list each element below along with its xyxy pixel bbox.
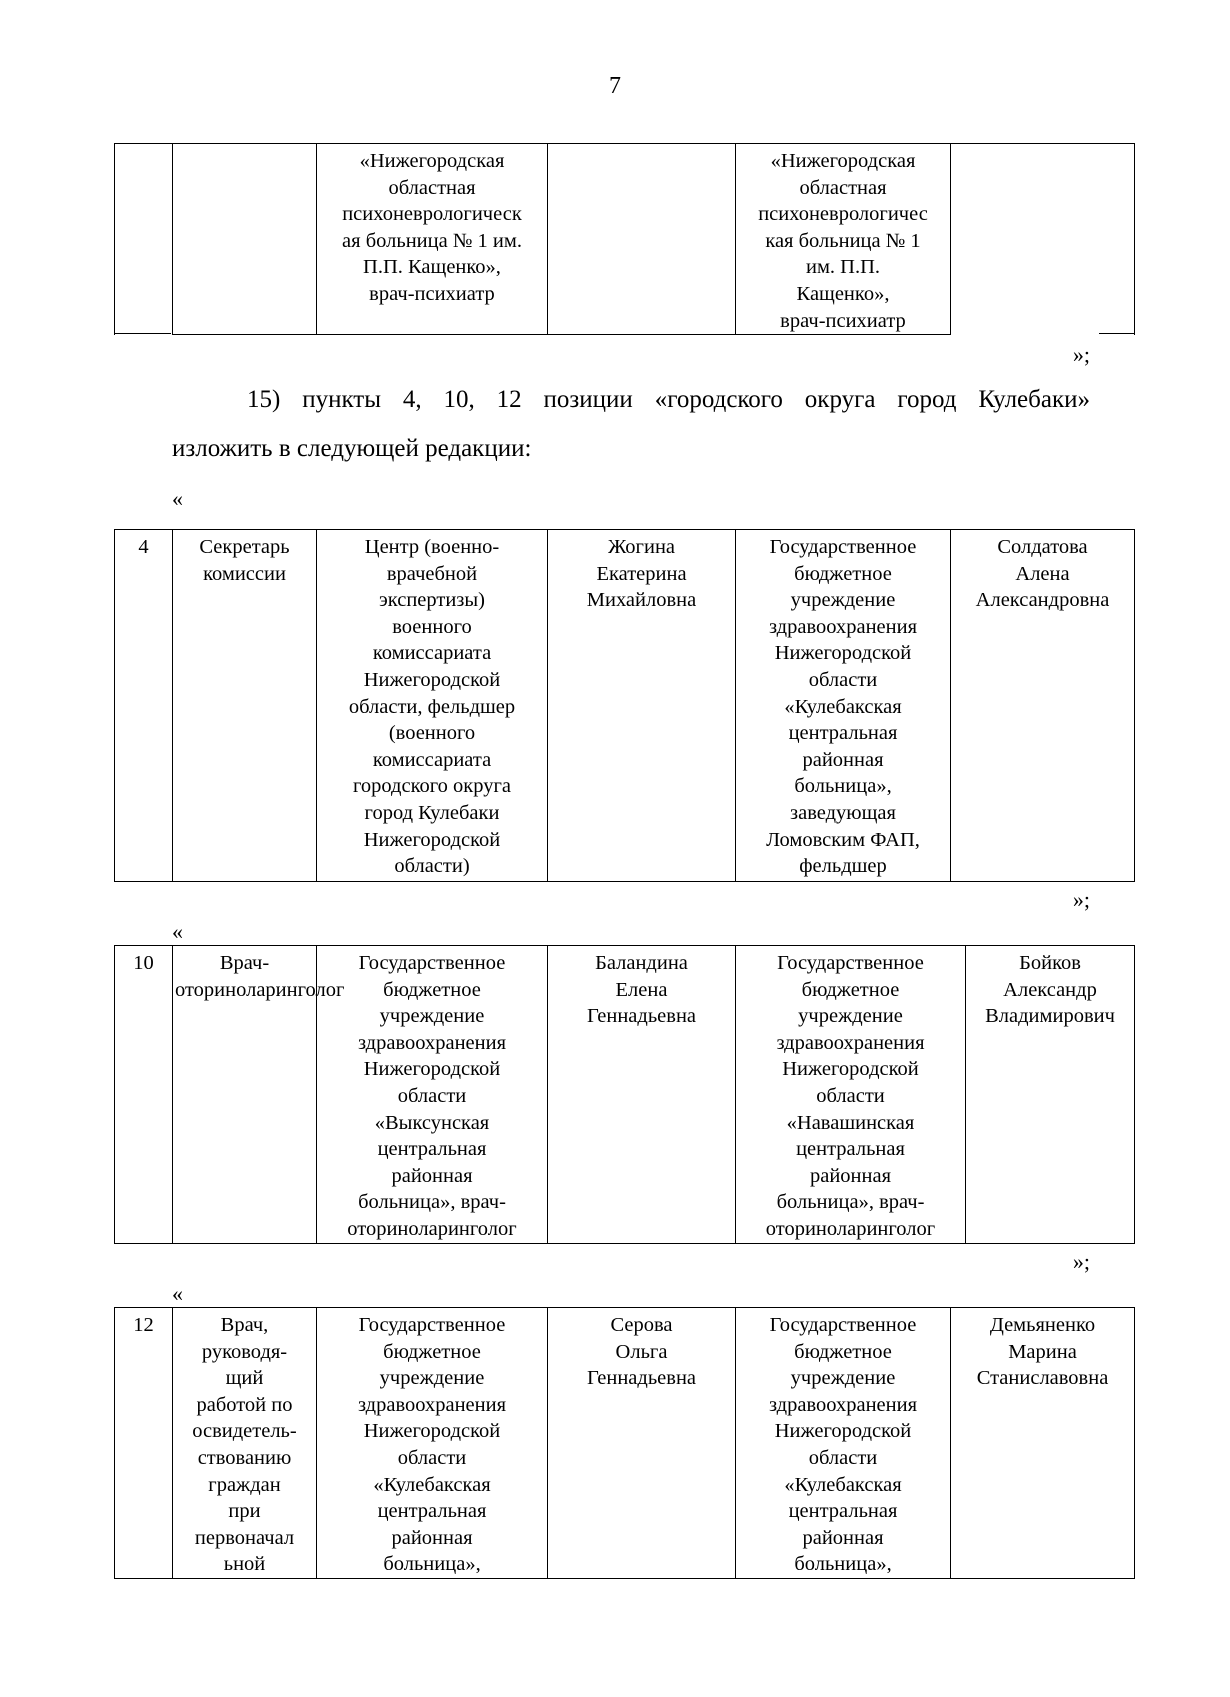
cell-line: больница», <box>794 1553 892 1576</box>
cell-line: районная <box>391 1526 473 1549</box>
cell-line: оториноларинголог <box>175 978 345 1001</box>
cell-line: комиссариата <box>372 748 492 771</box>
cell-line: больница», <box>794 775 892 798</box>
cell-line: учреждение <box>379 1005 485 1028</box>
cell-line: Ломовским ФАП, <box>766 828 920 851</box>
cell-line: оториноларинголог <box>347 1217 517 1240</box>
instruction-line-2: изложить в следующей редакции: <box>172 435 532 462</box>
cell-line: 12 <box>133 1314 154 1336</box>
cell-line: Марина <box>1008 1340 1077 1363</box>
cell-line: Жогина <box>607 536 676 558</box>
cell-line: Нижегородской <box>363 828 501 851</box>
cell-line: области <box>808 1446 878 1469</box>
cell-line: щий <box>225 1367 264 1390</box>
row-end-stub <box>1099 333 1134 334</box>
cell-line: психоневрологическ <box>342 203 522 226</box>
cell-line: 4 <box>138 536 149 558</box>
cell-line: Государственное <box>358 952 506 974</box>
cell-line: Государственное <box>769 1314 917 1336</box>
table-continuation <box>114 143 1135 335</box>
cell-line: бюджетное <box>383 1340 481 1363</box>
cell-line: больница», <box>383 1553 481 1576</box>
closing-quote: »; <box>1072 1249 1090 1274</box>
cell-line: комиссии <box>203 562 286 585</box>
cell-line: центральная <box>788 1500 898 1523</box>
cell-line: Нижегородской <box>363 1058 501 1081</box>
cell-line: Демьяненко <box>989 1314 1096 1336</box>
cell-line: психоневрологичес <box>758 203 928 226</box>
table-row <box>115 1308 1135 1579</box>
cell-line: руководя- <box>201 1340 288 1363</box>
cell-person1 <box>548 530 736 882</box>
table-row <box>115 530 1135 882</box>
cell-line: здравоохранения <box>768 615 918 638</box>
cell-line: врач-психиатр <box>780 309 906 332</box>
cell-line: бюджетное <box>794 562 892 585</box>
cell-line: Владимирович <box>985 1005 1115 1028</box>
cell-line: ствованию <box>197 1446 292 1469</box>
cell-line: учреждение <box>790 589 896 612</box>
cell-line: «Кулебакская <box>373 1473 491 1496</box>
cell-line: центральная <box>377 1138 487 1161</box>
cell-line: оториноларинголог <box>765 1217 936 1240</box>
instruction-line-1: 15) пункты 4, 10, 12 позиции «городского округа город Кулебаки» <box>247 386 1090 413</box>
cell-line: центральная <box>788 722 898 745</box>
cell-line: здравоохранения <box>357 1031 507 1054</box>
cell-line: экспертизы) <box>378 589 486 612</box>
cell-line: «Нижегородская <box>770 150 916 172</box>
cell-line: врач-психиатр <box>369 282 495 305</box>
table-row-12 <box>114 1307 1135 1579</box>
cell-org2 <box>736 946 966 1244</box>
cell-line: районная <box>802 748 884 771</box>
cell-line: районная <box>391 1164 473 1187</box>
cell-line: бюджетное <box>801 978 900 1001</box>
opening-quote: « <box>172 486 183 511</box>
cell-line: 10 <box>133 952 154 974</box>
cell-line: при <box>228 1500 261 1523</box>
cell-org1 <box>317 144 548 335</box>
cell-line: город Кулебаки <box>364 801 500 824</box>
cell-line: Нижегородской <box>774 1420 912 1443</box>
cell-line: Государственное <box>769 536 917 558</box>
cell-line: центральная <box>377 1500 487 1523</box>
table-row <box>115 946 1135 1244</box>
cell-line: центральная <box>796 1138 905 1161</box>
cell-position <box>173 1308 317 1579</box>
row-end-stub <box>114 333 171 334</box>
cell-line: больница», врач- <box>776 1191 925 1214</box>
cell-line: здравоохранения <box>768 1393 918 1416</box>
cell-line: Баландина <box>595 952 688 974</box>
cell-line: Елена <box>615 978 668 1001</box>
cell-line: Государственное <box>777 952 924 974</box>
cell-person1 <box>548 1308 736 1579</box>
cell-line: Центр (военно- <box>364 536 500 558</box>
table-row <box>115 144 1135 335</box>
closing-quote: »; <box>1072 887 1090 912</box>
cell-line: Нижегородской <box>782 1058 919 1081</box>
cell-line: освидетель- <box>192 1420 297 1443</box>
cell-line: Солдатова <box>997 536 1088 558</box>
cell-num <box>115 946 173 1244</box>
cell-line: первоначал <box>194 1526 295 1549</box>
cell-line: учреждение <box>379 1367 485 1390</box>
table-row-4 <box>114 529 1135 882</box>
cell-line: врачебной <box>386 562 478 585</box>
cell-line: Нижегородской <box>774 642 912 665</box>
cell-line: районная <box>809 1164 892 1187</box>
cell-line: Государственное <box>358 1314 506 1336</box>
cell-line: военного <box>392 615 472 638</box>
cell-line: П.П. Кащенко», <box>363 256 501 279</box>
cell-person1 <box>548 144 736 335</box>
cell-num <box>115 144 173 335</box>
cell-line: им. П.П. <box>805 256 881 279</box>
cell-line: (военного <box>388 722 476 745</box>
cell-line: здравоохранения <box>357 1393 507 1416</box>
cell-line: Секретарь <box>199 536 290 558</box>
cell-line: Александр <box>1003 978 1097 1001</box>
cell-org1 <box>317 1308 548 1579</box>
cell-line: ая больница № 1 им. <box>342 229 522 252</box>
cell-line: Екатерина <box>596 562 687 585</box>
cell-line: городского округа <box>353 775 511 798</box>
cell-line: области) <box>394 855 470 878</box>
cell-line: кая больница № 1 <box>765 229 921 252</box>
cell-line: комиссариата <box>372 642 492 665</box>
cell-line: Станиславовна <box>976 1367 1109 1390</box>
cell-line: учреждение <box>790 1367 896 1390</box>
cell-line: здравоохранения <box>776 1031 925 1054</box>
cell-line: Врач- <box>219 952 270 974</box>
cell-line: фельдшер <box>799 855 887 878</box>
cell-line: областная <box>388 176 476 199</box>
cell-org1 <box>317 530 548 882</box>
cell-line: Нижегородской <box>363 668 501 691</box>
cell-line: «Кулебакская <box>784 1473 902 1496</box>
cell-person2 <box>951 1308 1135 1579</box>
cell-line: работой по <box>196 1393 293 1416</box>
closing-quote: »; <box>1072 342 1090 367</box>
cell-org2 <box>736 144 951 335</box>
cell-position <box>173 530 317 882</box>
cell-line: областная <box>799 176 887 199</box>
cell-line: области <box>816 1084 885 1107</box>
cell-line: Александровна <box>975 589 1110 612</box>
cell-line: Алена <box>1015 562 1070 585</box>
cell-position <box>173 946 345 1244</box>
cell-person1 <box>548 946 736 1244</box>
cell-line: больница», врач- <box>358 1191 506 1214</box>
cell-line: Геннадьевна <box>586 1005 697 1028</box>
cell-line: ьной <box>223 1553 266 1576</box>
cell-num <box>115 530 173 882</box>
cell-line: «Выксунская <box>374 1111 490 1134</box>
cell-person2 <box>966 946 1135 1244</box>
cell-line: области, фельдшер <box>348 695 516 718</box>
cell-line: Кащенко», <box>796 282 890 305</box>
cell-line: Бойков <box>1019 952 1081 974</box>
cell-line: заведующая <box>790 801 896 824</box>
cell-line: Геннадьевна <box>586 1367 697 1390</box>
cell-line: районная <box>802 1526 884 1549</box>
cell-line: «Нижегородская <box>359 150 505 172</box>
page-number: 7 <box>609 73 621 99</box>
cell-line: Ольга <box>615 1340 668 1363</box>
cell-org2 <box>736 530 951 882</box>
cell-num <box>115 1308 173 1579</box>
cell-line: «Навашинская <box>786 1111 915 1134</box>
cell-line: граждан <box>208 1473 281 1496</box>
cell-line: бюджетное <box>383 978 481 1001</box>
cell-org2 <box>736 1308 951 1579</box>
table-row-10 <box>114 945 1135 1244</box>
opening-quote: « <box>172 1281 183 1306</box>
cell-org1 <box>317 946 548 1244</box>
cell-line: Врач, <box>220 1314 269 1336</box>
cell-line: Нижегородской <box>363 1420 501 1443</box>
cell-line: учреждение <box>798 1005 903 1028</box>
cell-line: Серова <box>610 1314 673 1336</box>
cell-position <box>173 144 317 335</box>
cell-line: бюджетное <box>794 1340 892 1363</box>
cell-line: Михайловна <box>586 589 697 612</box>
cell-line: «Кулебакская <box>784 695 902 718</box>
cell-line: области <box>397 1446 467 1469</box>
opening-quote: « <box>172 919 183 944</box>
cell-person2 <box>951 530 1135 882</box>
cell-line: области <box>808 668 878 691</box>
cell-person2 <box>951 144 1135 335</box>
cell-line: области <box>397 1084 467 1107</box>
